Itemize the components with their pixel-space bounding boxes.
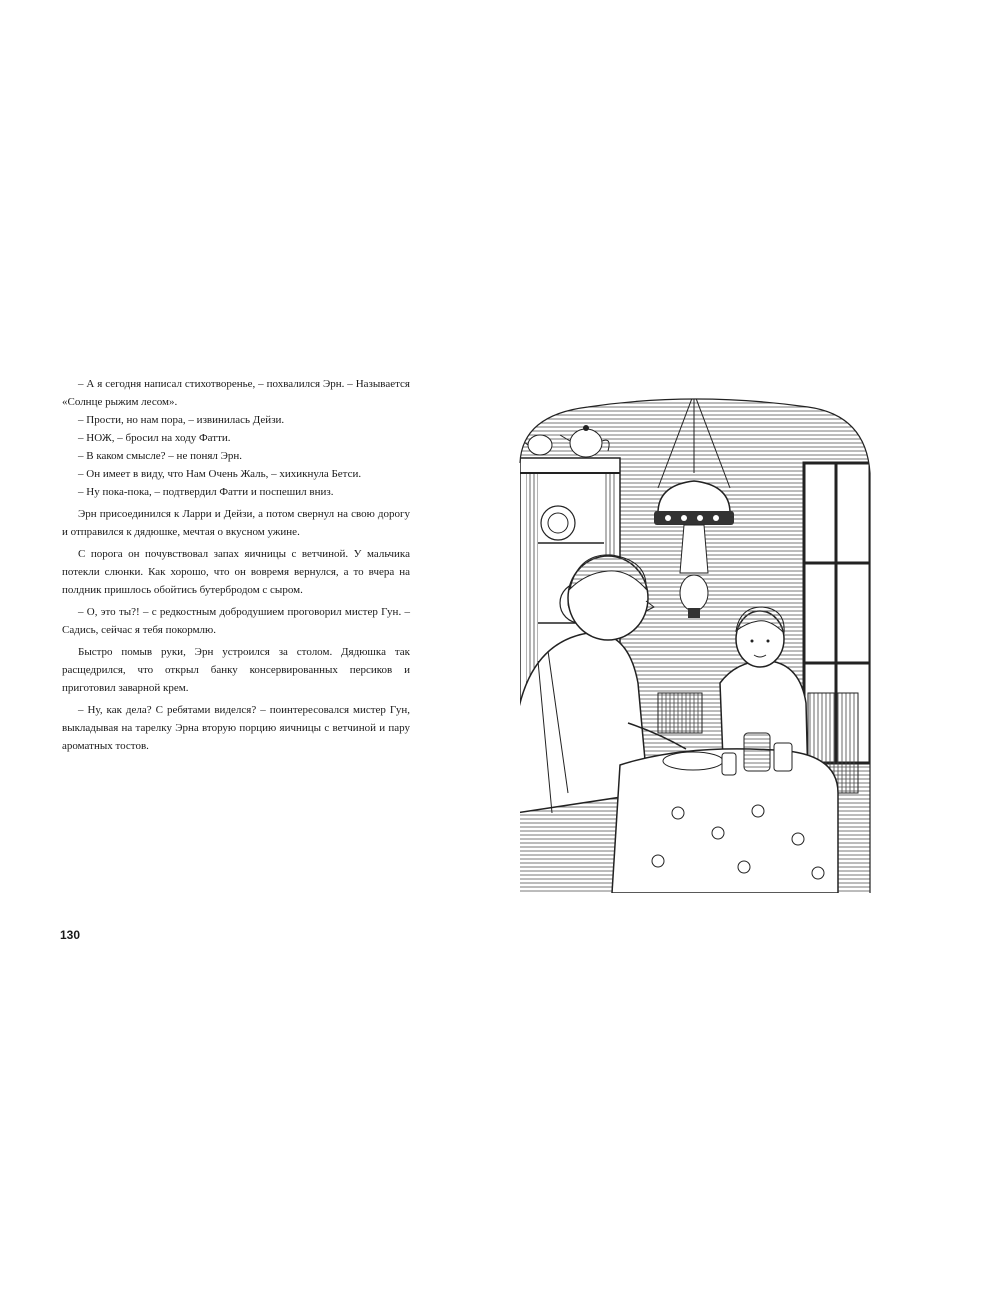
paragraph: С порога он почувствовал запах яичницы с ветчиной. У мальчика потекли слюнки. Как хорошо, что он вовремя вернулся, а то вчера на полдник пришлось обойтись бутербродом с сыром. bbox=[62, 548, 410, 596]
paragraph: Эрн присоединился к Ларри и Дейзи, а потом свернул на свою дорогу и отправился к дядюшке, мечтая о вкусном ужине. bbox=[62, 508, 410, 538]
paragraph: – НОЖ, – бросил на ходу Фатти. bbox=[78, 432, 231, 444]
paragraph: – Ну, как дела? С ребятами виделся? – поинтересовался мистер Гун, выкладывая на тарелку Эрна вторую порцию яичницы с ветчиной и пару ароматных тостов. bbox=[62, 704, 410, 752]
paragraph: – В каком смысле? – не понял Эрн. bbox=[78, 450, 243, 462]
paragraph: – Прости, но нам пора, – извинилась Дейзи. bbox=[78, 414, 285, 426]
body-text bbox=[62, 375, 410, 755]
paragraph: Быстро помыв руки, Эрн устроился за столом. Дядюшка так расщедрился, что открыл банку консервированных персиков и приготовил заварной крем. bbox=[62, 646, 410, 694]
paragraph: – Он имеет в виду, что Нам Очень Жаль, – хихикнула Бетси. bbox=[78, 468, 362, 480]
kitchen-scene-illustration bbox=[508, 393, 880, 893]
paragraph: – О, это ты?! – с редкостным добродушием проговорил мистер Гун. – Садись, сейчас я тебя покормлю. bbox=[62, 606, 410, 636]
page-number: 130 bbox=[60, 928, 81, 942]
paragraph: – А я сегодня написал стихотворенье, – похвалился Эрн. – Называется «Солнце рыжим лесом». bbox=[62, 378, 410, 408]
paragraph: – Ну пока-пока, – подтвердил Фатти и поспешил вниз. bbox=[78, 486, 334, 498]
